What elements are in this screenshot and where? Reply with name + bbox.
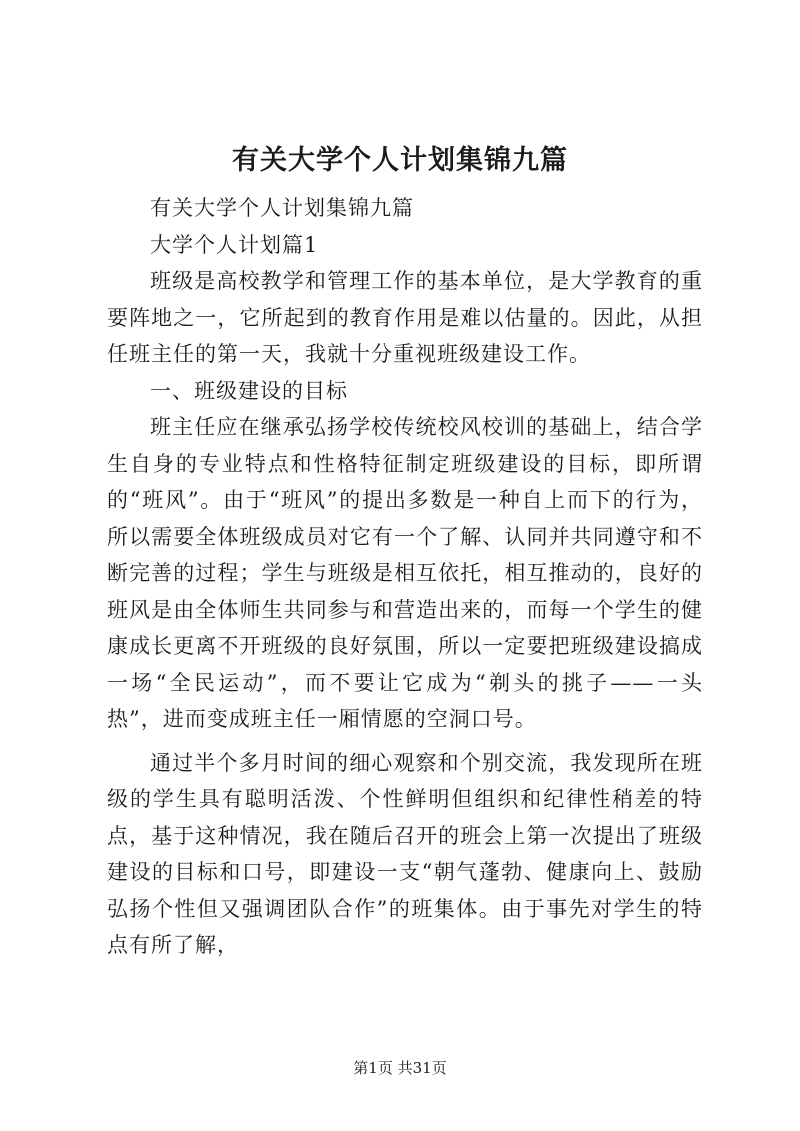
body-paragraph: 通过半个多月时间的细心观察和个别交流，我发现所在班级的学生具有聪明活泼、个性鲜明但组织和纪律性稍差的特点，基于这种情况，我在随后召开的班会上第一次提出了班级建设的目标和口号，即建设一支“朝气蓬勃、健康向上、鼓励弘扬个性但又强调团队合作”的班集体。由于事先对学生的特点有所了解， <box>107 750 703 957</box>
document-title: 有关大学个人计划集锦九篇 <box>232 145 568 176</box>
section-heading: 一、班级建设的目标 <box>150 378 349 403</box>
subtitle-paragraph: 有关大学个人计划集锦九篇 <box>150 196 415 220</box>
document-body <box>107 190 703 964</box>
page-footer: 第1页 共31页 <box>353 1059 447 1077</box>
section-heading: 大学个人计划篇1 <box>150 232 319 257</box>
body-paragraph: 班级是高校教学和管理工作的基本单位，是大学教育的重要阵地之一，它所起到的教育作用是难以估量的。因此，从担任班主任的第一天，我就十分重视班级建设工作。 <box>107 269 703 366</box>
body-paragraph: 班主任应在继承弘扬学校传统校风校训的基础上，结合学生自身的专业特点和性格特征制定班级建设的目标，即所谓的“班风”。由于“班风”的提出多数是一种自上而下的行为，所以需要全体班级成员对它有一个了解、认同并共同遵守和不断完善的过程；学生与班级是相互依托，相互推动的，良好的班风是由全体师生共同参与和营造出来的，而每一个学生的健康成长更离不开班级的良好氛围，所以一定要把班级建设搞成一场“全民运动”，而不要让它成为“剃头的挑子——一头热”，进而变成班主任一厢情愿的空洞口号。 <box>107 415 703 731</box>
